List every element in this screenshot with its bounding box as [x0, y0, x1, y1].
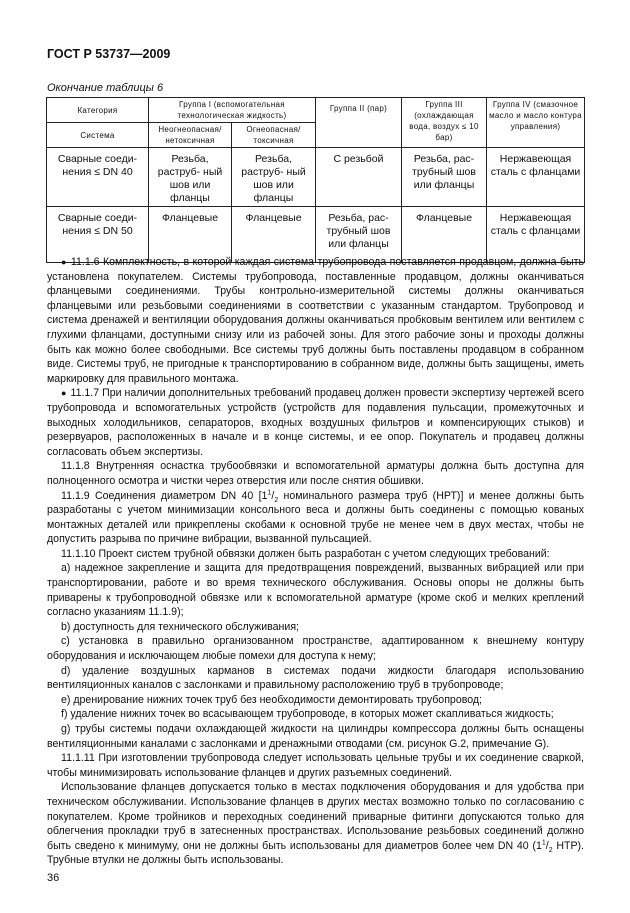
paragraph-11-1-10: 11.1.10 Проект систем трубной обвязки должен быть разработан с учетом следующих требований: — [61, 547, 550, 560]
cell-group-2: Резьба, рас- трубный шов или фланцы — [316, 207, 402, 263]
page-number: 36 — [47, 872, 60, 884]
list-item-c: c) установка в правильно организованном пространстве, адаптированном к внешнему контуру оборудования и исключающем любые помехи для доступа к нему; — [47, 635, 584, 663]
cell-group-4: Нержавеющая сталь с фланцами — [487, 207, 585, 263]
header-group-4: Группа IV (смазочное масло и масло контура управления) — [487, 98, 585, 148]
header-category: Категория — [47, 98, 149, 123]
header-system: Система — [47, 123, 149, 148]
body-text — [47, 255, 584, 868]
paragraph-11-1-6: ● 11.1.6 Комплектность, в которой каждая система трубопровода поставляется продавцом, должна быть установлена покупателем. Системы трубопровода, поставленные продавцом, должны оканчиваться фланцевыми соединениями. Трубы контрольно-измерительной системы должны оканчиваться фланцевыми или резьбовыми соединениями в соответствии с указанным стандартом. Трубопровод и система дренажей и вентиляции оборудования должны оканчиваться пробковым вентилем или вентилем с глухими фланцами, доступными снизу или из рабочей зоны. Для этого рабочие зоны и проходы должны быть как можно более свободными. Все системы труб должны быть поставлены продавцом в собранном виде. Системы труб, не пригодные к транспортированию в собранном виде, должны быть защищены, иметь маркировку для правильного монтажа. — [47, 255, 584, 386]
header-group-2: Группа II (пар) — [316, 98, 402, 148]
paragraph-11-1-8: 11.1.8 Внутренняя оснастка трубообвязки и вспомогательной арматуры должна быть доступна для полноценного осмотра и чистки через отверстия или после снятия обшивки. — [47, 460, 584, 487]
cell-group-1b: Резьба, раструб- ный шов или фланцы — [232, 148, 316, 207]
header-group-1-flammable: Огнеопасная/ токсичная — [232, 123, 316, 148]
cell-group-2: С резьбой — [316, 148, 402, 207]
header-group-1-nonflammable: Неогнеопасная/ нетоксичная — [149, 123, 232, 148]
cell-system: Сварные соеди- нения ≤ DN 40 — [47, 148, 149, 207]
list-item-f: f) удаление нижних точек во всасывающем трубопроводе, в которых может скапливаться жидкость; — [61, 708, 554, 721]
list-item-d: d) удаление воздушных карманов в системах подачи жидкости благодаря использованию вентиляционных каналов с заслонками и правильному расположению труб в трубопроводе; — [47, 664, 584, 692]
cell-group-1b: Фланцевые — [232, 207, 316, 263]
header-group-3: Группа III (охлаждающая вода, воздух ≤ 10 бар) — [402, 98, 487, 148]
paragraph-11-1-11: 11.1.11 При изготовлении трубопровода следует использовать цельные трубы и их соединение сваркой, чтобы минимизировать использование фланцев и других разъемных соединений. — [47, 752, 584, 779]
list-item-g: g) трубы системы подачи охлаждающей жидкости на цилиндры компрессора должны быть оснащены вентиляционными каналами с заслонками и дренажными отводами (см. рисунок G.2, примечание G). — [47, 723, 584, 750]
cell-group-1a: Резьба, раструб- ный шов или фланцы — [149, 148, 232, 207]
cell-group-3: Резьба, рас- трубный шов или фланцы — [402, 148, 487, 207]
cell-group-3: Фланцевые — [402, 207, 487, 263]
table-row — [47, 148, 585, 207]
list-item-e: e) дренирование нижних точек труб без необходимости демонтировать трубопровод; — [61, 693, 483, 706]
paragraph-flanges: Использование фланцев допускается только в местах подключения оборудования и для удобства при техническом обслуживании. Использование фланцев в других местах возможно только по согласованию с покупателем. Кроме тройников и переходных соединений приварные фитинги допускаются только для облегчения прокладки труб в затесненных пространствах. Использование резьбовых соединений должно быть сведено к минимуму, они не должны быть использованы для диаметров более чем DN 40 ($1^1/_2$ НТР). Трубные втулки не должны быть использованы. — [47, 781, 584, 867]
table-caption: Окончание таблицы 6 — [47, 82, 164, 94]
paragraph-11-1-9: 11.1.9 Соединения диаметром DN 40 [$1^1/_2$ номинального размера труб (НРТ)] и менее должны быть разработаны с учетом минимизации консольного веса и должны быть соединены с помощью кованых монтажных деталей или прикреплены скобами к основной трубе не менее чем в двух местах, чтобы не допустить разрыва по причине вибрации, вызванной пульсацией. — [47, 488, 584, 546]
paragraph-11-1-7: ● 11.1.7 При наличии дополнительных требований продавец должен провести экспертизу чертежей всего трубопровода и вспомогательных устройств (устройств для подавления пульсации, промежуточных и выходных холодильников, сепараторов, входных воздушных фильтров и компенсирующих стыков) и резервуаров, расположенных в начале и в конце системы, и ее опор. Покупатель и продавец должны согласовать объем экспертизы. — [47, 386, 584, 459]
cell-group-1a: Фланцевые — [149, 207, 232, 263]
cell-system: Сварные соеди- нения ≤ DN 50 — [47, 207, 149, 263]
header-group-1: Группа I (вспомогательная технологическая жидкость) — [149, 98, 316, 123]
cell-group-4: Нержавеющая сталь с фланцами — [487, 148, 585, 207]
table-6 — [46, 97, 585, 263]
document-header: ГОСТ Р 53737—2009 — [47, 47, 171, 61]
list-item-a: a) надежное закрепление и защита для предотвращения повреждений, вызванных вибрацией или при транспортировании, работе и во время технического обслуживания. Основы опоры не должны быть приварены к трубопроводной обвязке или к вспомогательной арматуре (кроме скоб и мелких креплений согласно указаниям 11.1.9); — [47, 562, 584, 619]
list-item-b: b) доступность для технического обслуживания; — [61, 620, 299, 633]
